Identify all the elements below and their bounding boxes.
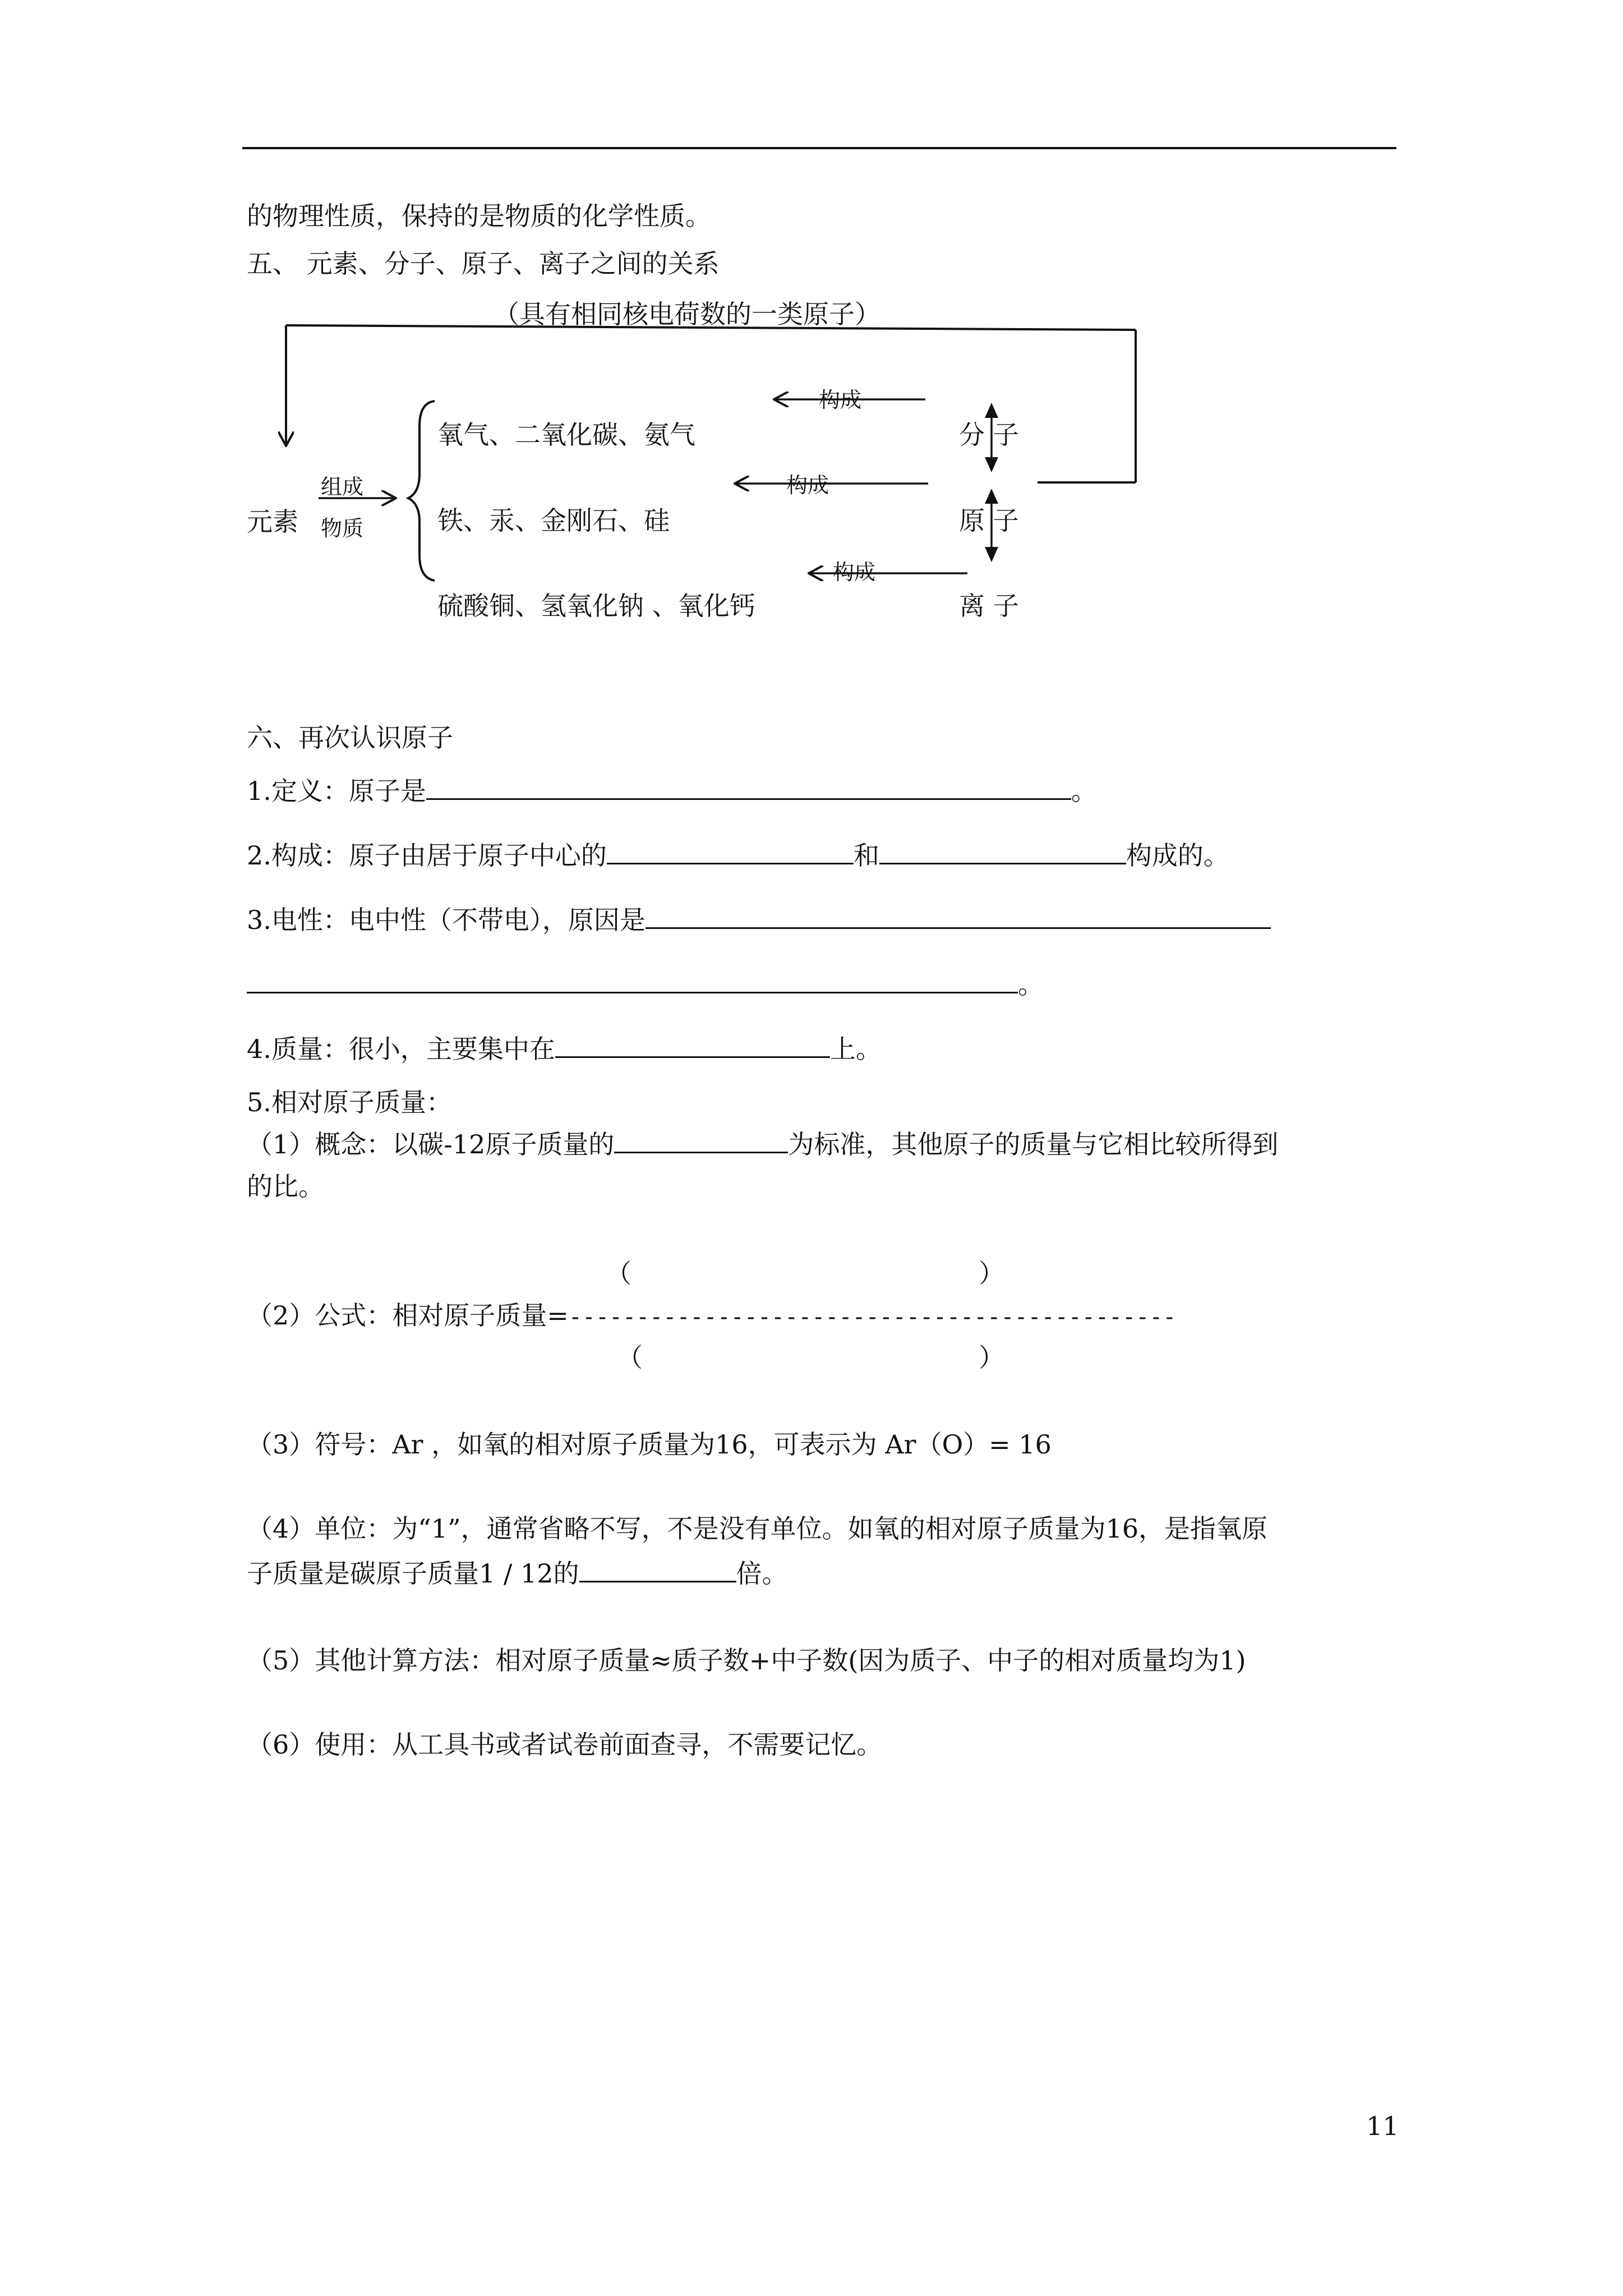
item-charge — [247, 903, 1271, 937]
composition-blank-2[interactable] — [879, 840, 1126, 864]
unit-line-1: （4）单位：为“1”，通常省略不写，不是没有单位。如氧的相对原子质量为16，是指氧原 — [247, 1513, 1268, 1544]
particle-ion: 离 子 — [959, 591, 1019, 621]
continued-text: 的物理性质，保持的是物质的化学性质。 — [247, 201, 711, 231]
bracket-label: （具有相同核电荷数的一类原子） — [494, 299, 880, 329]
formula-denominator-open: （ — [617, 1342, 643, 1373]
formula-denominator-close: ） — [979, 1342, 1004, 1373]
element-bracket-connector — [286, 325, 1136, 482]
formula-label: （2）公式：相对原子质量= — [247, 1300, 569, 1331]
substance-row-atomic: 铁、汞、金刚石、硅 — [437, 505, 670, 536]
element-label: 元素 — [247, 507, 298, 537]
concept-blank[interactable] — [614, 1129, 788, 1153]
section5-title: 五、 元素、分子、原子、离子之间的关系 — [247, 249, 720, 279]
mass-blank[interactable] — [555, 1034, 830, 1058]
definition-prefix: 1.定义：原子是 — [247, 776, 426, 806]
substance-row-molecular: 氧气、二氧化碳、氨气 — [437, 420, 695, 450]
charge-blank-2[interactable] — [247, 969, 1018, 993]
unit-suffix: 倍。 — [736, 1558, 788, 1589]
particle-molecule: 分 子 — [959, 420, 1019, 450]
unit-prefix: 子质量是碳原子质量1 / 12的 — [247, 1558, 579, 1589]
concept-prefix: （1）概念：以碳-12原子质量的 — [247, 1129, 615, 1159]
formula-numerator-open: （ — [606, 1258, 631, 1289]
charge-blank-1[interactable] — [645, 905, 1271, 929]
charge-suffix: 。 — [1018, 969, 1044, 1000]
substance-brace — [408, 401, 435, 581]
usage-line: （6）使用：从工具书或者试卷前面查寻，不需要记忆。 — [247, 1729, 883, 1760]
substance-label: 物质 — [321, 516, 364, 541]
definition-blank[interactable] — [426, 776, 1071, 800]
formula-line — [247, 1299, 1177, 1334]
composition-prefix: 2.构成：原子由居于原子中心的 — [247, 840, 607, 871]
relationship-diagram — [0, 0, 1623, 673]
formula-numerator-close: ） — [979, 1258, 1004, 1289]
formula-fraction-bar: --------------------------------------------- — [568, 1304, 1177, 1330]
other-calculation-line: （5）其他计算方法：相对原子质量≈质子数+中子数(因为质子、中子的相对质量均为1) — [247, 1645, 1246, 1676]
substance-row-ionic: 硫酸铜、氢氧化钠 、氧化钙 — [437, 591, 755, 621]
constitute-label-2: 构成 — [786, 473, 829, 498]
page-number: 11 — [1366, 2111, 1399, 2141]
constitute-label-3: 构成 — [833, 560, 876, 585]
composition-middle: 和 — [853, 840, 879, 871]
item-definition — [247, 774, 1097, 808]
section6-title: 六、再次认识原子 — [247, 723, 453, 753]
item-relative-mass-title: 5.相对原子质量： — [247, 1087, 452, 1117]
charge-prefix: 3.电性：电中性（不带电），原因是 — [247, 905, 645, 935]
mass-prefix: 4.质量：很小，主要集中在 — [247, 1034, 555, 1064]
mass-suffix: 上。 — [829, 1034, 882, 1064]
item-composition — [247, 839, 1229, 872]
item-charge-continued — [247, 968, 1044, 1001]
compose-label: 组成 — [321, 475, 364, 499]
unit-line-2 — [247, 1557, 788, 1590]
concept-line-2: 的比。 — [247, 1171, 324, 1202]
unit-blank[interactable] — [579, 1558, 736, 1582]
item-mass — [247, 1032, 882, 1066]
concept-suffix: 为标准，其他原子的质量与它相比较所得到 — [788, 1129, 1279, 1159]
composition-blank-1[interactable] — [607, 840, 854, 864]
definition-suffix: 。 — [1071, 776, 1097, 806]
concept-line — [247, 1128, 1278, 1161]
constitute-label-1: 构成 — [819, 388, 862, 412]
symbol-line: （3）符号：Ar ，如氧的相对原子质量为16，可表示为 Ar（O）= 16 — [247, 1429, 1052, 1460]
particle-atom: 原 子 — [959, 505, 1019, 536]
composition-suffix: 构成的。 — [1126, 840, 1229, 871]
